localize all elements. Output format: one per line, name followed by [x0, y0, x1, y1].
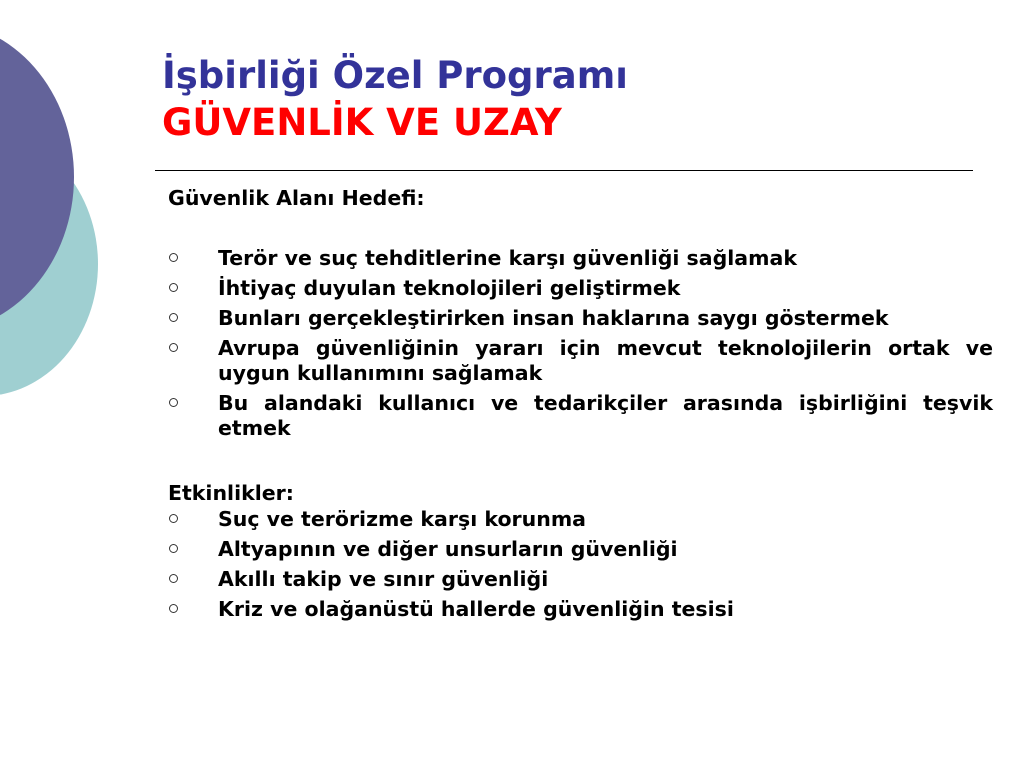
list-item-text: Suç ve terörizme karşı korunma: [218, 507, 587, 531]
list-item-text: İhtiyaç duyulan teknolojileri geliştirmek: [218, 276, 681, 300]
circle-bullet-icon: [169, 343, 178, 352]
list-item: [168, 276, 993, 301]
list-item: [168, 537, 993, 562]
circle-bullet-icon: [169, 253, 178, 262]
spacer: [168, 446, 993, 480]
list-item: [168, 306, 993, 331]
list-item-text: Bunları gerçekleştirirken insan haklarına saygı göstermek: [218, 306, 889, 330]
list-item-text: Avrupa güvenliğinin yararı için mevcut teknolojilerin ortak ve uygun kullanımını sağlamak: [218, 336, 993, 385]
circle-bullet-icon: [169, 574, 178, 583]
circle-bullet-icon: [169, 398, 178, 407]
list-item: [168, 597, 993, 622]
circle-bullet-icon: [169, 544, 178, 553]
circle-bullet-icon: [169, 283, 178, 292]
section-heading-activities: Etkinlikler:: [168, 481, 294, 505]
list-item-text: Bu alandaki kullanıcı ve tedarikçiler arasında işbirliğini teşvik etmek: [218, 391, 993, 440]
title-divider: [155, 170, 973, 171]
slide-body: [168, 185, 993, 627]
list-item-text: Kriz ve olağanüstü hallerde güvenliğin tesisi: [218, 597, 734, 621]
spacer: [168, 212, 993, 246]
list-item-text: Akıllı takip ve sınır güvenliği: [218, 567, 549, 591]
list-item: [168, 246, 993, 271]
list-item-text: Terör ve suç tehditlerine karşı güvenliği sağlamak: [218, 246, 797, 270]
section-heading-goals: Güvenlik Alanı Hedefi:: [168, 186, 425, 210]
slide-title: [162, 53, 982, 147]
circle-bullet-icon: [169, 313, 178, 322]
title-line-program: İşbirliği Özel Programı: [162, 54, 628, 97]
list-item: [168, 391, 993, 441]
title-line-topic: GÜVENLİK VE UZAY: [162, 101, 562, 144]
list-item: [168, 336, 993, 386]
list-item: [168, 507, 993, 532]
list-item: [168, 567, 993, 592]
activities-list: [168, 507, 993, 622]
goals-list: [168, 246, 993, 441]
circle-bullet-icon: [169, 514, 178, 523]
list-item-text: Altyapının ve diğer unsurların güvenliği: [218, 537, 678, 561]
circle-bullet-icon: [169, 604, 178, 613]
